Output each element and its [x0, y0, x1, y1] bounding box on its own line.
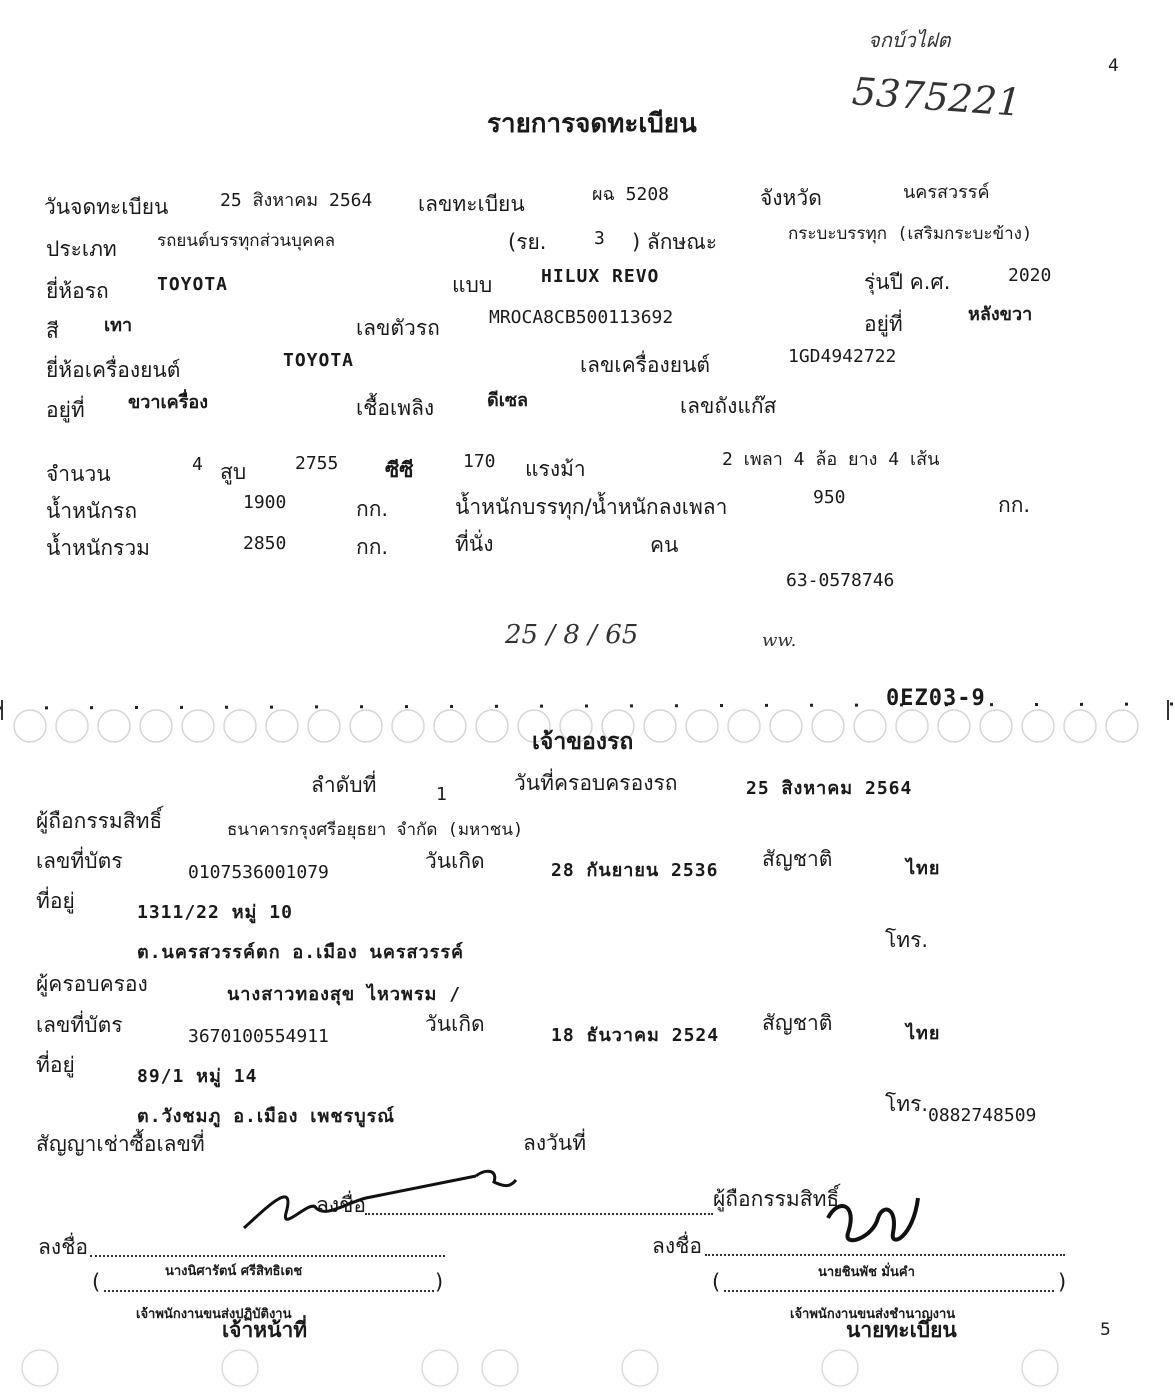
- ry-value: 3: [594, 228, 605, 249]
- possessor-address-line2: ต.วังชมภู อ.เมือง เพชรบูรณ์: [137, 1106, 396, 1127]
- count-label: จำนวน: [46, 462, 111, 486]
- left-signature-scribble: [236, 1158, 526, 1238]
- total-weight-label: น้ำหนักรวม: [46, 536, 150, 560]
- chassis-label: เลขตัวรถ: [356, 316, 440, 340]
- color-value: เทา: [104, 315, 133, 336]
- possessor-birth-label: วันเกิด: [425, 1012, 485, 1036]
- type-label: ประเภท: [46, 237, 117, 261]
- cylinders-unit: สูบ: [220, 460, 247, 484]
- watermark-band-bottom: [0, 1346, 1175, 1390]
- possessor-nationality-value: ไทย: [906, 1023, 941, 1044]
- left-name-line: [104, 1290, 434, 1292]
- reg-date-label: วันจดทะเบียน: [44, 195, 169, 219]
- right-name: นายชินพัช มั่นคำ: [818, 1265, 915, 1280]
- left-role: เจ้าหน้าที่: [222, 1318, 308, 1342]
- page-title: รายการจดทะเบียน: [487, 109, 697, 139]
- engine-no-label: เลขเครื่องยนต์: [580, 353, 711, 377]
- holder-label: ผู้ถือกรรมสิทธิ์: [36, 809, 163, 833]
- plate-value: ผฉ 5208: [592, 184, 669, 205]
- page-number-top: 4: [1108, 56, 1119, 76]
- sign-date-label: ลงวันที่: [523, 1131, 587, 1155]
- holder-address-line2: ต.นครสวรรค์ตก อ.เมือง นครสวรรค์: [137, 942, 465, 963]
- page-number-bottom: 5: [1100, 1320, 1111, 1340]
- holder-address-label: ที่อยู่: [36, 889, 75, 913]
- engine-no-value: 1GD4942722: [788, 346, 897, 367]
- possession-date-label: วันที่ครอบครองรถ: [514, 771, 678, 795]
- left-sign-label: ลงชื่อ: [38, 1235, 88, 1259]
- engine-brand-label: ยี่ห้อเครื่องยนต์: [46, 358, 181, 382]
- left-sign-line: [90, 1255, 445, 1257]
- style-label: ) ลักษณะ: [632, 230, 718, 254]
- hp-value: 170: [463, 451, 496, 472]
- chassis-value: MROCA8CB500113692: [489, 307, 674, 328]
- holder-sign-label: ผู้ถือกรรมสิทธิ์: [713, 1187, 840, 1211]
- chassis-loc-label: อยู่ที่: [864, 312, 903, 336]
- cylinders-value: 4: [192, 454, 203, 475]
- gas-tank-label: เลขถังแก๊ส: [680, 394, 777, 418]
- cc-value: 2755: [295, 453, 339, 474]
- load-label: น้ำหนักบรรทุก/น้ำหนักลงเพลา: [455, 495, 728, 519]
- separator-code: 0EZ03-9: [886, 686, 986, 711]
- handwritten-date: 25 / 8 / 65: [505, 620, 639, 650]
- province-label: จังหวัด: [760, 186, 822, 210]
- left-paren-open: (: [92, 1270, 101, 1294]
- right-signature-scribble: [818, 1178, 928, 1258]
- holder-phone-label: โทร.: [885, 928, 929, 952]
- holder-address-line1: 1311/22 หมู่ 10: [137, 902, 293, 923]
- color-label: สี: [46, 319, 59, 343]
- weight-unit: กก.: [356, 497, 389, 521]
- holder-id-label: เลขที่บัตร: [36, 849, 123, 873]
- province-value: นครสวรรค์: [903, 182, 990, 203]
- engine-brand-value: TOYOTA: [283, 350, 355, 371]
- left-position: เจ้าพนักงานขนส่งปฏิบัติงาน: [136, 1307, 292, 1322]
- chassis-loc-value: หลังขวา: [968, 304, 1033, 325]
- possessor-address-line1: 89/1 หมู่ 14: [137, 1066, 258, 1087]
- reference-number: 63-0578746: [786, 570, 895, 591]
- load-unit: กก.: [998, 493, 1031, 517]
- holder-birth-value: 28 กันยายน 2536: [551, 860, 719, 881]
- left-paren-close: ): [435, 1270, 444, 1294]
- right-position: เจ้าพนักงานขนส่งชำนาญงาน: [790, 1307, 956, 1322]
- handwritten-number: 5375221: [850, 69, 1023, 125]
- possession-date-value: 25 สิงหาคม 2564: [746, 778, 913, 799]
- possessor-phone-value: 0882748509: [928, 1105, 1037, 1126]
- load-value: 950: [813, 487, 846, 508]
- hp-unit: แรงม้า: [525, 457, 586, 481]
- year-label: รุ่นปี ค.ศ.: [864, 270, 951, 294]
- holder-id-value: 0107536001079: [188, 862, 329, 883]
- model-value: HILUX REVO: [541, 266, 660, 287]
- right-name-line: [724, 1290, 1054, 1292]
- possessor-id-value: 3670100554911: [188, 1026, 329, 1047]
- holder-birth-label: วันเกิด: [425, 849, 485, 873]
- reg-date-value: 25 สิงหาคม 2564: [220, 190, 373, 211]
- weight-label: น้ำหนักรถ: [46, 499, 138, 523]
- brand-label: ยี่ห้อรถ: [46, 279, 109, 303]
- engine-loc-label: อยู่ที่: [46, 398, 85, 422]
- brand-value: TOYOTA: [157, 274, 229, 295]
- cc-unit: ซีซี: [385, 458, 414, 482]
- order-label: ลำดับที่: [311, 773, 377, 797]
- contract-label: สัญญาเช่าซื้อเลขที่: [36, 1132, 205, 1156]
- order-value: 1: [436, 784, 447, 805]
- ry-label: (รย.: [508, 230, 547, 254]
- possessor-address-label: ที่อยู่: [36, 1053, 75, 1077]
- engine-loc-value: ขวาเครื่อง: [128, 392, 208, 413]
- possessor-id-label: เลขที่บัตร: [36, 1013, 123, 1037]
- right-sign-line: [705, 1254, 1065, 1256]
- handwritten-initials: ww.: [762, 630, 797, 651]
- total-weight-unit: กก.: [356, 535, 389, 559]
- possessor-nationality-label: สัญชาติ: [762, 1011, 833, 1035]
- fuel-value: ดีเซล: [487, 390, 529, 411]
- right-role: นายทะเบียน: [846, 1318, 957, 1342]
- sign-line-top: [365, 1213, 713, 1215]
- seats-label: ที่นั่ง: [455, 532, 494, 556]
- sign-label-top: ลงชื่อ: [316, 1193, 366, 1217]
- year-value: 2020: [1008, 265, 1052, 286]
- possessor-birth-value: 18 ธันวาคม 2524: [551, 1025, 720, 1046]
- possessor-label: ผู้ครอบครอง: [36, 972, 148, 996]
- possessor-phone-label: โทร.: [885, 1092, 929, 1116]
- axles-value: 2 เพลา 4 ล้อ ยาง 4 เส้น: [722, 449, 940, 470]
- total-weight-value: 2850: [243, 533, 287, 554]
- model-label: แบบ: [452, 273, 493, 297]
- type-value: รถยนต์บรรทุกส่วนบุคคล: [157, 231, 336, 251]
- holder-nationality-value: ไทย: [906, 858, 941, 879]
- style-value: กระบะบรรทุก (เสริมกระบะข้าง): [788, 224, 1033, 244]
- right-sign-label: ลงชื่อ: [652, 1234, 702, 1258]
- seats-unit: คน: [650, 533, 679, 557]
- right-paren-close: ): [1058, 1270, 1067, 1294]
- owner-heading: เจ้าของรถ: [532, 729, 634, 755]
- fuel-label: เชื้อเพลิง: [356, 396, 435, 420]
- weight-value: 1900: [243, 492, 287, 513]
- possessor-value: นางสาวทองสุข ไหวพรม /: [227, 984, 462, 1005]
- right-paren-open: (: [712, 1270, 721, 1294]
- plate-label: เลขทะเบียน: [418, 192, 525, 216]
- holder-value: ธนาคารกรุงศรีอยุธยา จำกัด (มหาชน): [227, 820, 524, 840]
- holder-nationality-label: สัญชาติ: [762, 847, 833, 871]
- left-name: นางนิศารัตน์ ศรีสิทธิเดช: [165, 1264, 303, 1279]
- handwritten-note: จกบ์วไฝต: [868, 28, 951, 52]
